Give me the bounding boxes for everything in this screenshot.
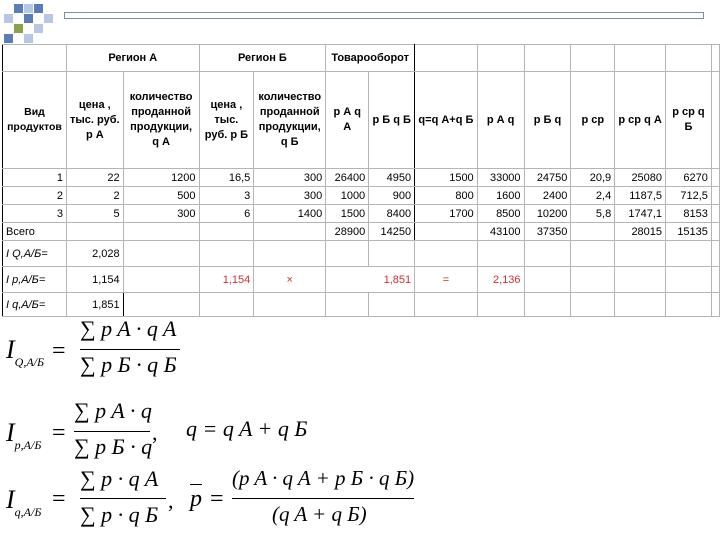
header-price-b: цена , тыс. руб. p Б xyxy=(199,72,254,169)
header-price-a: цена , тыс. руб. p А xyxy=(66,72,123,169)
header-pb-q: p Б q xyxy=(524,72,571,169)
formula-3-denominator: ∑ p · q Б xyxy=(80,502,159,527)
deco-square xyxy=(24,14,33,23)
deco-square xyxy=(24,34,33,43)
table-row: 1 22 1200 16,5 300 26400 4950 1500 33000 24750 20,9 25080 6270 xyxy=(3,169,720,187)
fraction-bar xyxy=(80,498,166,499)
header-qty-a: количество проданной продукции, q А xyxy=(123,72,199,169)
header-turn-b: p Б q Б xyxy=(369,72,415,169)
overline xyxy=(190,484,202,485)
total-label: Всего xyxy=(3,223,67,241)
check-op-equals: = xyxy=(415,267,478,293)
formula-1-lhs: $I_{Q,A/Б}$ xyxy=(6,335,45,369)
formula-2-numerator: ∑ p A · q xyxy=(74,398,152,423)
check-value-3: 2,136 xyxy=(477,267,524,293)
formula-1-denominator: ∑ p Б · q Б xyxy=(80,352,177,377)
check-value-1: 1,154 xyxy=(199,267,254,293)
corner-cell xyxy=(3,45,67,72)
formula-2-lhs: $I_{p,A/Б}$ xyxy=(6,418,42,452)
header-pa-q: p А q xyxy=(477,72,524,169)
deco-square xyxy=(24,4,33,13)
formula-2-side: q = q A + q Б xyxy=(186,416,308,441)
deco-square xyxy=(34,24,43,33)
deco-square xyxy=(14,4,23,13)
deco-square xyxy=(34,4,43,13)
formula-3b-equals: = xyxy=(210,486,224,512)
p-bar-symbol: p xyxy=(190,486,202,512)
check-op-multiply: × xyxy=(254,267,326,293)
formula-3-lhs: $I_{q,A/Б}$ xyxy=(6,485,42,519)
index-row: I Q,A/Б= 2,028 xyxy=(3,241,720,267)
deco-square xyxy=(4,14,13,23)
formula-1-equals: = xyxy=(52,338,66,364)
formula-2-equals: = xyxy=(52,420,66,446)
data-table xyxy=(2,44,720,317)
index-row: I q,A/Б= 1,851 xyxy=(3,293,720,317)
header-region-a: Регион А xyxy=(66,45,199,72)
fraction-bar xyxy=(232,498,414,499)
header-p-avg: p ср xyxy=(571,72,615,169)
total-row: Всего 28900 14250 43100 37350 28015 15135 xyxy=(3,223,720,241)
table-row: 2 2 500 3 300 1000 900 800 1600 2400 2,4 1187,5 712,5 xyxy=(3,187,720,205)
check-value-2: 1,851 xyxy=(326,267,415,293)
fraction-bar xyxy=(80,349,180,350)
fraction-bar xyxy=(74,431,150,432)
header-turn-a: p А q А xyxy=(326,72,369,169)
p-bar-numerator: (p A · q A + p Б · q Б) xyxy=(232,466,415,490)
header-qty-b: количество проданной продукции, q Б xyxy=(254,72,326,169)
deco-square xyxy=(14,24,23,33)
header-region-b: Регион Б xyxy=(199,45,326,72)
header-product-type: Вид продуктов xyxy=(3,72,67,169)
header-q-total: q=q А+q Б xyxy=(415,72,478,169)
table-row: 3 5 300 6 1400 1500 8400 1700 8500 10200 5,8 1747,1 8153 xyxy=(3,205,720,223)
formula-3-equals: = xyxy=(52,486,66,512)
formula-1-numerator: ∑ p A · q A xyxy=(80,316,177,341)
header-pavg-qa: p ср q А xyxy=(615,72,666,169)
index-row: I p,A/Б= 1,154 1,154 × 1,851 = 2,136 xyxy=(3,267,720,293)
p-bar-denominator: (q A + q Б) xyxy=(272,502,367,526)
formula-2-denominator: ∑ p Б · q xyxy=(74,434,153,459)
deco-square xyxy=(44,14,53,23)
deco-square xyxy=(4,34,13,43)
header-pavg-qb: p ср q Б xyxy=(666,72,712,169)
formula-3-numerator: ∑ p · q A xyxy=(80,466,159,491)
comma: , xyxy=(168,488,174,513)
comma: , xyxy=(152,420,158,445)
header-turnover: Товарооборот xyxy=(326,45,415,72)
header-stripe xyxy=(64,12,704,19)
